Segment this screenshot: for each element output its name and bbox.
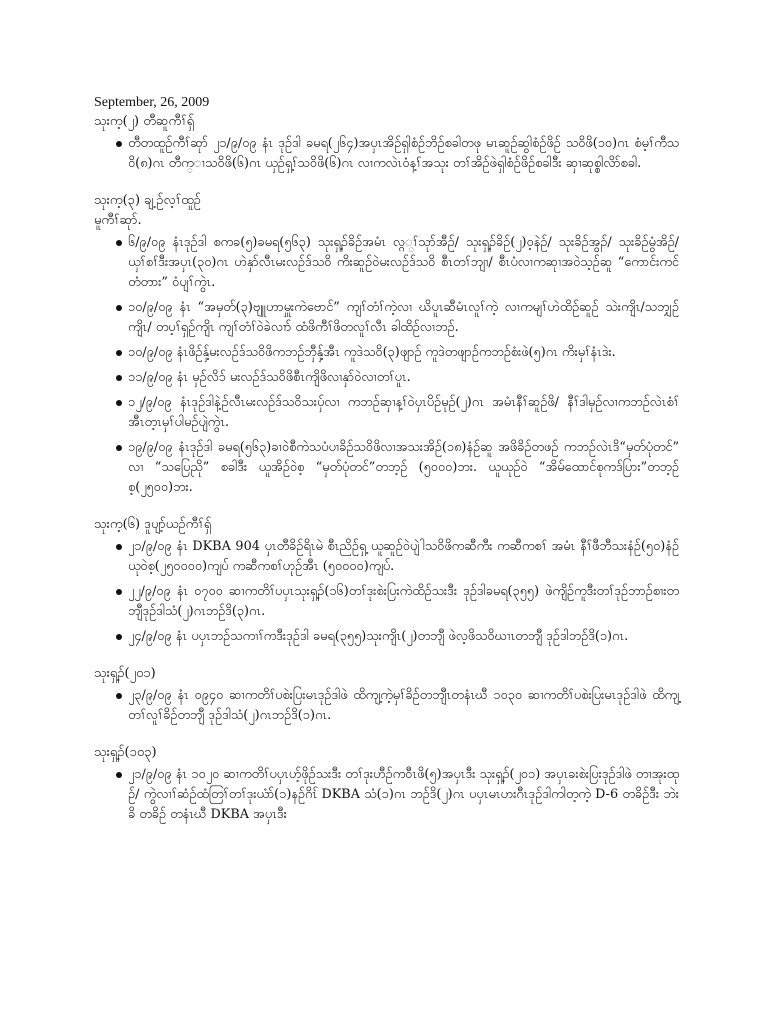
bullet-icon	[116, 445, 122, 451]
spacer	[94, 652, 679, 664]
bullet-icon	[116, 544, 122, 550]
list-item-text: ၁၀/၉/၀၉ နံၤ “အမှတ်(၃)ဗျူဟာမှူးကဲဗောင်” ကျၢ်တံၢ်ကဲ့လၢ ဃိပူၤဆီမံၤလူၢ်ကဲ့ လၢကမျၢ်ဟဲထိဉ်ဆူဉ် သဲးကျိၤ/သဘျှဉ်ကျိၤ/ တပ့ၢ်ရှဉ်ကျိၤ ကျၢ်တံၢ်ဝဲခဲလၢာ် ထံဖိကီၢ်ဖိတလူၢ်လီၤ ခါထိဉ်လၢဘဉ်.	[128, 300, 679, 335]
bullet-icon	[116, 305, 122, 311]
bullet-icon	[116, 375, 122, 381]
list-item-text: ၆/၉/၀၉ နံၤဒုဉ်ဒါ စကခ(၅)ခမရ(၅၆၃) သုးရှ့ၣ်ခိဉ်အမံၤ လ္ဂ္ၢ်သုာ်အီဉ်/ သုးရှ့ၣ်ခိဉ်(၂)ဝ့နဲဉ်/ သုးခိဉ်အွၣ်/ သုးခိဉ်မွံအိဉ်/ ယှၢ်စၢ်ဒီးအပှၤ(၃၀)ဂၤ ဟဲနှာ်လီၤမးလဉ်ဒ်သဝိ ကိးဆူဉ်ဝဲမးလဉ်ဒ်သဝိ စီၤတၢ်ဘျၢ/ စီၤပံလၢကဆုၢအဝဲသ့ဉ်ဆူ “ကောင်းကင်တံတား” ဝံပျၢ်ကွဲၤ.	[128, 235, 679, 290]
bullet-icon	[116, 240, 122, 246]
document-body	[94, 112, 679, 830]
section-heading: သုးရှ့ၣ်(၂၀၁)	[94, 666, 156, 681]
list-item-text: တီတထူဉ်ကီၢ်ဆုာ် ၂၁/၉/၀၉ နံၤ ဒုဉ်ဒါ ခမရ(၂၆၄)အပှၤအိဉ်ရှါစံဉ်ဘိဉ်စခါတဖု မၤဆူဉ်ဆွါစံဉ်ဖိဉ် သဝိဖိ(၁၀)ဂၤ စံမ့ၢ်ကီသဝိ(၈)ဂၤ တီက္ၢသဝိဖိ(၆)ဂၤ ယှဉ်ရှ့ၢ်သဝိဖိ(၆)ဂၤ လၢကလဲၤဝံန့ၢ်အသုး တၢ်အိဉ်ဖဲရှါစံဉ်ဖိဉ်စခါဒီး ဆှၢဆုစ္စါလိာ်စခါ.	[128, 136, 679, 171]
bullet-list	[94, 686, 679, 726]
list-item-text: ၂၃/၉/၀၉ နံၤ ၀၉၄၀ ဆၢကတိၢ်ပစဲးပြးမၤဒုဉ်ဒါဖဲ ထိကျ့ကဲ့မှၢ်ခိဉ်တဘျီၤတနံၤဃီ ၁၀၃၀ ဆၢကတိၢ်ပစဲးပြးမၤဒုဉ်ဒါဖဲ ထိကျ့တၢ်လူၢ်ခိဉ်တဘျီ ဒုဉ်ဒါသံ(၂)ဂၤဘဉ်ဒိ(၁)ဂၤ.	[128, 688, 679, 723]
section-heading: သုးက့(၆) ဒူပျ့ာ်ယဉ်ကီၢ်ရှ်	[94, 517, 212, 532]
list-item-text: ၁၁/၉/၀၉ နံၤ မှဉ်လိ၁် မးလဉ်ဒ်သဝိဖိစီၤကျိဖိလၢနှာ်ဝဲလၢတၢ်ပူၤ.	[128, 370, 411, 385]
section-3	[94, 515, 679, 647]
list-item	[94, 627, 679, 647]
bullet-icon	[116, 350, 122, 356]
list-item-text: ၂၂/၉/၀၉ နံၤ ၀၇၀၀ ဆၢကတိၢ်ပပှၤသုးရှ့ၣ်(၁၆)တၢ်ဒုးစဲးပြးကဲထိဉ်သးဒီး ဒုဉ်ဒါခမရ(၃၅၅) ဖဲကျိဉ်ကူဒီးတၢ်ဒုဉ်ဘာဉ်စၢးတဘျီဒုဉ်ဒါသံ(၂)ဂၤဘဉ်ဒိ(၃)ဂၤ.	[128, 584, 679, 619]
list-item	[94, 537, 679, 577]
bullet-list	[94, 537, 679, 647]
bullet-list	[94, 765, 679, 825]
spacer	[94, 731, 679, 743]
list-item	[94, 686, 679, 726]
list-item-text: ၂၁/၉/၀၉ နံၤ DKBA 904 ပှၤတီခိဉ်ရိၤမဲ စီၤညိဉ်ရှ့ ယူဆူဉ်ဝဲပျဲါသဝိဖိကဆီကီး ကဆီကစၢ် အမံၤ နီၢ်ဖီဘီသးနံဉ်(၅၀)နံဉ် ယုဝဲစ့(၂၅၀၀၀၀)ကျပ် ကဆီကစၢ်ဟုဉ်အီၤ (၅၀၀၀၀)ကျပ်.	[128, 539, 679, 574]
bullet-list	[94, 134, 679, 174]
list-item	[94, 582, 679, 622]
list-item-text: ၁၀/၉/၀၉ နံၤဖိဉ်နှ့်မးလဉ်ဒ်သဝိဖိကဘဉ်ဘှီနှ့်အီၤ ကူဒဲသဝိ(၃)ဖျာဉ် ကူဒဲတဖျာဉ်ကဘဉ်စံးဖဲ(၅)ဂၤ ကိးမှၢ်နံၤဒဲး.	[128, 345, 616, 360]
list-item-text: ၁၉/၉/၀၉ နံၤဒုဉ်ဒါ ခမရ(၅၆၃)ခၢဝဲစီကဲသပံပၢခိဉ်သဝိဖိလၢအသးအိဉ်(၁၈)နံဉ်ဆူ အဖိခိဉ်တဖဉ် ကဘဉ်လဲၤဒိ“မှတ်ပုံတင်” လၢ “သပြေညို” စခါဒီး ယူအိဉ်ဝဲစ့ “မှတ်ပုံတင်”တဘ့ဉ် (၅၀၀၀)ဘး. ယူယုဉ်ဝဲ “အိမ်ထောင်စုကဒ်ပြား”တဘ့ဉ်စ့(၂၅၀၀)ဘး.	[128, 440, 679, 495]
list-item-text: ၂၁/၉/၀၉ နံၤ ၁၀၂၀ ဆၢကတိၢ်ပပှၤဟ့်ဖိုဉ်သးဒီး တၢ်ဒုးဟီဉ်ကဝီၤဖိ(၅)အပှၤဒီး သုးရှ့ၣ်(၂၀၁) အပှၤခးစဲးပြးဒုဉ်ဒါဖဲ တၢအုးထုဉ်/ ကွဲလၢၢ်ဆံဉ်ထံတြၢ်တၢ်ဒုးယံာ်(၁)နဉ်ဂိၤ် DKBA သံ(၁)ဂၤ ဘဉ်ဒိ(၂)ဂၤ ပပှၤမၤဟးဂီၤဒုဉ်ဒါကါတ့ကဲ့ D-6 တခိဉ်ဒီး ဘဲးခိ တခိဉ် တနံၤဃီ DKBA အပှၤဒီး	[128, 767, 679, 822]
list-item	[94, 233, 679, 293]
bullet-icon	[116, 693, 122, 699]
list-item	[94, 298, 679, 338]
bullet-icon	[116, 400, 122, 406]
bullet-icon	[116, 141, 122, 147]
bullet-icon	[116, 772, 122, 778]
list-item	[94, 765, 679, 825]
list-item	[94, 438, 679, 498]
section-4	[94, 664, 679, 726]
section-subheading: မူကီၢ်ဆုာ်.	[94, 213, 142, 228]
spacer	[94, 179, 679, 191]
section-heading: သုးရှ့ၣ်(၁၀၃)	[94, 745, 157, 760]
list-item-text: ၂၄/၉/၀၉ နံၤ ပပှၤဘဉ်သကၢၢ်ကဒီးဒုဉ်ဒါ ခမရ(၃၅၅)သုးကျိၤ(၂)တဘျီ ဖဲလ့ဖိသဝိဃၢၤတဘျီ ဒုဉ်ဒါဘဉ်ဒိ(၁)ဂၤ.	[128, 629, 629, 644]
list-item-text: ၁၂/၉/၀၉ နံၤဒုဉ်ဒါနဲ့ဉ်လီၤမးလဉ်ဒ်သဝိသးပှ်လၢ ကဘဉ်ဆှၢန့ၢ်ဝဲပှၤပိဉ်မုဉ်(၂)ဂၤ အမံၤနီၢ်ဆူဉ်ဖိ/ နီၢ်ဒါမှဉ်လၢကဘဉ်လဲၤစံၢ်အီၤတ့ၤမှၢ်ပါမဉ်ပျဲကွဲၤ.	[128, 395, 679, 430]
section-1	[94, 112, 679, 174]
section-heading: သုးက့(၃) ချ့ဉ်လ့ၢ်ထူဉ်	[94, 193, 201, 208]
list-item	[94, 393, 679, 433]
list-item	[94, 368, 679, 388]
bullet-list	[94, 233, 679, 498]
section-5	[94, 743, 679, 825]
section-2	[94, 191, 679, 498]
list-item	[94, 134, 679, 174]
bullet-icon	[116, 589, 122, 595]
document-date: September, 26, 2009	[94, 95, 210, 110]
section-heading: သုးက့(၂) တီဆူကီၢ်ရှ်	[94, 114, 195, 129]
spacer	[94, 503, 679, 515]
list-item	[94, 343, 679, 363]
bullet-icon	[116, 634, 122, 640]
